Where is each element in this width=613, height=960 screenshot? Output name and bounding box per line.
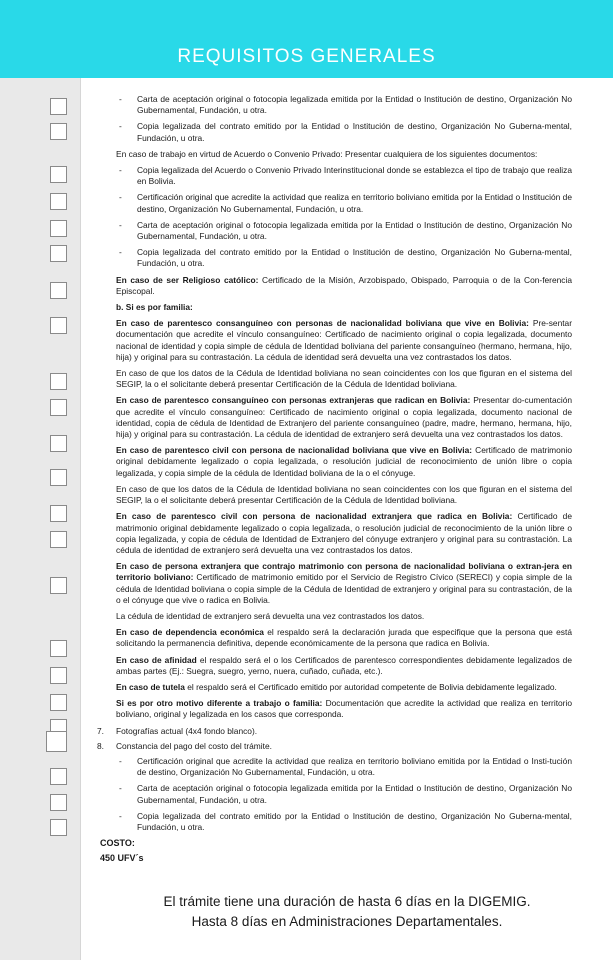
requirement-bullet xyxy=(97,192,572,214)
requirement-checkbox[interactable] xyxy=(50,435,67,452)
requirement-paragraph xyxy=(97,511,572,556)
paragraph-heading: En caso de parentesco civil con persona de nacionalidad boliviana que vive en Bolivia: xyxy=(116,445,473,456)
requirement-paragraph xyxy=(97,275,572,297)
cost-value: 450 UFV´s xyxy=(100,853,144,864)
paragraph-text: Presentar do-cumentación que acredite el vínculo consanguíneo: Certificado de nacimiento original o copia legalizada, documento nacional de identidad, copia de cédula de Identidad de Extranjero del pariente consanguíneo (padre, madre, hermano, hermana, hijo, hija) y original para su contrastación. La cédula de identidad de extranjero será devuelta una vez contrastados los datos. xyxy=(116,395,573,440)
numbered-item xyxy=(97,726,572,737)
requirement-checkbox[interactable] xyxy=(46,731,67,752)
requirement-checkbox[interactable] xyxy=(50,531,67,548)
requirement-bullet xyxy=(97,811,572,833)
bullet-text: Carta de aceptación original o fotocopia legalizada emitida por la Entidad o Institución de destino, Organización No Gubernamental, Fundación, u otra. xyxy=(137,783,572,805)
requirement-bullet xyxy=(97,121,572,143)
bullet-text: Carta de aceptación original o fotocopia legalizada emitida por la Entidad o Institución de destino, Organización No Gubernamental, Fundación, u otra. xyxy=(137,94,572,116)
requirement-paragraph xyxy=(97,627,572,649)
requirement-checkbox[interactable] xyxy=(50,505,67,522)
dash-marker: - xyxy=(119,94,122,104)
requirement-paragraph xyxy=(97,655,572,677)
dash-marker: - xyxy=(119,165,122,176)
paragraph-heading: En caso de parentesco consanguíneo con personas extranjeras que radican en Bolivia: xyxy=(116,395,471,406)
item-text: Fotografías actual (4x4 fondo blanco). xyxy=(116,725,258,736)
dash-marker: - xyxy=(119,783,122,794)
item-number: 7. xyxy=(97,725,104,736)
dash-marker: - xyxy=(119,219,122,230)
dash-marker: - xyxy=(119,755,122,766)
bullet-text: Carta de aceptación original o fotocopia legalizada emitida por la Entidad o Institución de destino, Organización No Gubernamental, Fundación, u otra. xyxy=(137,219,572,242)
paragraph-text: Certificado de la Misión, Arzobispado, Obispado, Parroquia o de la Con-ferencia Episcopal. xyxy=(116,274,572,296)
dash-marker: - xyxy=(119,810,122,821)
requirement-paragraph xyxy=(97,698,572,720)
paragraph-heading: En caso de tutela xyxy=(116,681,185,692)
numbered-item xyxy=(97,741,572,752)
requirement-checkbox[interactable] xyxy=(50,577,67,594)
cost-label: COSTO: xyxy=(100,838,135,849)
paragraph-text: En caso de trabajo en virtud de Acuerdo o Convenio Privado: Presentar cualquiera de los siguientes documentos: xyxy=(116,148,538,159)
requirement-paragraph xyxy=(97,611,572,622)
paragraph-text: el respaldo será el Certificado emitido por autoridad competente de Bolivia debidamente legalizado. xyxy=(184,681,557,692)
duration-note xyxy=(81,892,613,932)
bullet-text: Certificación original que acredite la actividad que realiza en territorio boliviano emitida por la Entidad o Insti-tución de destino, Organización No Gubernamental, Fundación, u otra. xyxy=(137,755,572,778)
header-bar xyxy=(0,0,613,78)
paragraph-text: Pre-sentar documentación que acredite el vínculo consanguíneo: Certificado de nacimiento original o copia legalizada, documento nacional de identidad y copia simple de cédula de Identidad boliviana del pariente consanguíneo (hermano, hermana, hijo, hija) y original para su contrastación. La cédula de identidad será devuelta una vez contrastados los datos. xyxy=(116,318,572,362)
paragraph-heading: En caso de ser Religioso católico: xyxy=(116,274,259,285)
paragraph-heading: Si es por otro motivo diferente a trabajo o familia: xyxy=(116,698,323,709)
checkbox-column xyxy=(0,78,81,960)
duration-line-2: Hasta 8 días en Administraciones Departamentales. xyxy=(191,914,503,929)
paragraph-text: Certificado de matrimonio original debidamente legalizado o copia legalizada, o resolución judicial de reconocimiento de la unión libre o copia legalizada, y copia de cédula de Identidad de Extranjero del cónyuge extranjero y original para su contrastación. La cédula de identidad de extranjero será devuelta una vez contrastados los datos. xyxy=(116,511,573,555)
dash-marker: - xyxy=(119,247,122,258)
bullet-text: Copia legalizada del Acuerdo o Convenio Privado Interinstitucional donde se establezca el tipo de trabajo que realiza en Bolivia. xyxy=(137,165,572,187)
paragraph-text: el respaldo será la declaración jurada que especifique que la persona que está solicitando la permanencia definitiva, depende económicamente de la persona que radica en Bolivia. xyxy=(116,627,572,649)
paragraph-text: Documentación que acredite la actividad que realiza en territorio boliviano, original y legalizada en los casos que corresponda. xyxy=(116,698,572,720)
requirement-paragraph xyxy=(97,368,572,390)
paragraph-heading: En caso de parentesco consanguíneo con personas de nacionalidad boliviana que vive en Bolivia: xyxy=(116,318,529,329)
page-title: REQUISITOS GENERALES xyxy=(177,46,436,67)
requirement-paragraph xyxy=(97,149,572,160)
paragraph-heading: En caso de parentesco civil con persona de nacionalidad extranjera que radica en Bolivia: xyxy=(116,511,513,522)
dash-marker: - xyxy=(119,121,122,132)
requirement-checkbox[interactable] xyxy=(50,282,67,299)
requirement-bullet xyxy=(97,165,572,187)
requirement-checkbox[interactable] xyxy=(50,640,67,657)
requirement-checkbox[interactable] xyxy=(50,123,67,140)
requirement-paragraph xyxy=(97,302,572,313)
paragraph-text: En caso de que los datos de la Cédula de Identidad boliviana no sean coincidentes con los que figuran en el sistema del SEGIP, la o el solicitante deberá presentar Certificación de la Cédula de Identidad boliviana. xyxy=(116,368,572,390)
requirement-checkbox[interactable] xyxy=(50,166,67,183)
paragraph-text: Certificado de matrimonio emitido por el Servicio de Registro Cívico (SERECI) y copia simple de la cédula de Identidad boliviana o copia simple de la Cédula de Identidad de extranjero y original para su contrastación, de la o el cónyuge que vive o radica en Bolivia. xyxy=(116,572,572,605)
requirement-checkbox[interactable] xyxy=(50,399,67,416)
requirement-checkbox[interactable] xyxy=(50,667,67,684)
bullet-text: Copia legalizada del contrato emitido por la Entidad o Institución de destino, Organización No Guberna-mental, Fundación, u otra. xyxy=(137,121,572,143)
bullet-text: Certificación original que acredite la actividad que realiza en territorio boliviano emitida por la Entidad o Institución de destino, Organización No Gubernamental, Fundación, u otra. xyxy=(137,192,572,214)
requirement-paragraph xyxy=(97,395,572,440)
requirement-checkbox[interactable] xyxy=(50,469,67,486)
paragraph-heading: En caso de dependencia económica xyxy=(116,627,264,638)
item-text: Constancia del pago del costo del trámite. xyxy=(116,740,272,751)
requirements-text xyxy=(97,94,572,869)
paragraph-heading: b. Si es por familia: xyxy=(116,302,193,313)
requirement-paragraph xyxy=(97,682,572,693)
bullet-text: Copia legalizada del contrato emitido por la Entidad o Institución de destino, Organización No Guberna-mental, Fundación, u otra. xyxy=(137,810,572,832)
duration-line-1: El trámite tiene una duración de hasta 6 días en la DIGEMIG. xyxy=(163,894,531,909)
requirement-bullet xyxy=(97,247,572,269)
dash-marker: - xyxy=(119,192,122,203)
requirement-checkbox[interactable] xyxy=(50,819,67,836)
requirement-paragraph xyxy=(97,445,572,479)
requirement-checkbox[interactable] xyxy=(50,220,67,237)
requirement-bullet xyxy=(97,220,572,242)
requirement-bullet xyxy=(97,94,572,116)
paragraph-heading: En caso de persona extranjera que contrajo matrimonio con persona de nacionalidad boliviana o extran-jera en territorio boliviano: xyxy=(116,561,572,583)
requirement-checkbox[interactable] xyxy=(50,317,67,334)
paragraph-text: el respaldo será el o los Certificados de parentesco correspondientes debidamente legalizados de ambas partes (Ej.: Suegra, suegro, yerno, nuera, cuñado, cuñada, etc.). xyxy=(116,654,572,676)
paragraph-text: La cédula de identidad de extranjero será devuelta una vez contrastados los datos. xyxy=(116,610,425,621)
paragraph-text: En caso de que los datos de la Cédula de Identidad boliviana no sean coincidentes con los que figuran en el sistema del SEGIP, la o el solicitante deberá presentar Certificación de la Cédula de Identidad boliviana. xyxy=(116,483,572,506)
requirement-checkbox[interactable] xyxy=(50,794,67,811)
requirement-bullet xyxy=(97,756,572,778)
requirement-checkbox[interactable] xyxy=(50,193,67,210)
item-number: 8. xyxy=(97,740,104,751)
bullet-text: Copia legalizada del contrato emitido por la Entidad o Institución de destino, Organización No Guberna-mental, Fundación, u otra. xyxy=(137,247,572,269)
requirement-checkbox[interactable] xyxy=(50,373,67,390)
paragraph-text: Certificado de matrimonio original debidamente legalizado o copia legalizada, o resolución judicial de reconocimiento de unión libre o copia legalizada, y copia simple de la cédula de Identidad boliviana de la o el cónyuge. xyxy=(116,445,572,478)
requirement-checkbox[interactable] xyxy=(50,98,67,115)
requirement-bullet xyxy=(97,783,572,805)
paragraph-heading: En caso de afinidad xyxy=(116,654,197,665)
requirement-checkbox[interactable] xyxy=(50,694,67,711)
requirement-checkbox[interactable] xyxy=(50,768,67,785)
requirement-paragraph xyxy=(97,561,572,606)
requirement-paragraph xyxy=(97,318,572,363)
requirement-checkbox[interactable] xyxy=(50,245,67,262)
requirement-paragraph xyxy=(97,484,572,506)
